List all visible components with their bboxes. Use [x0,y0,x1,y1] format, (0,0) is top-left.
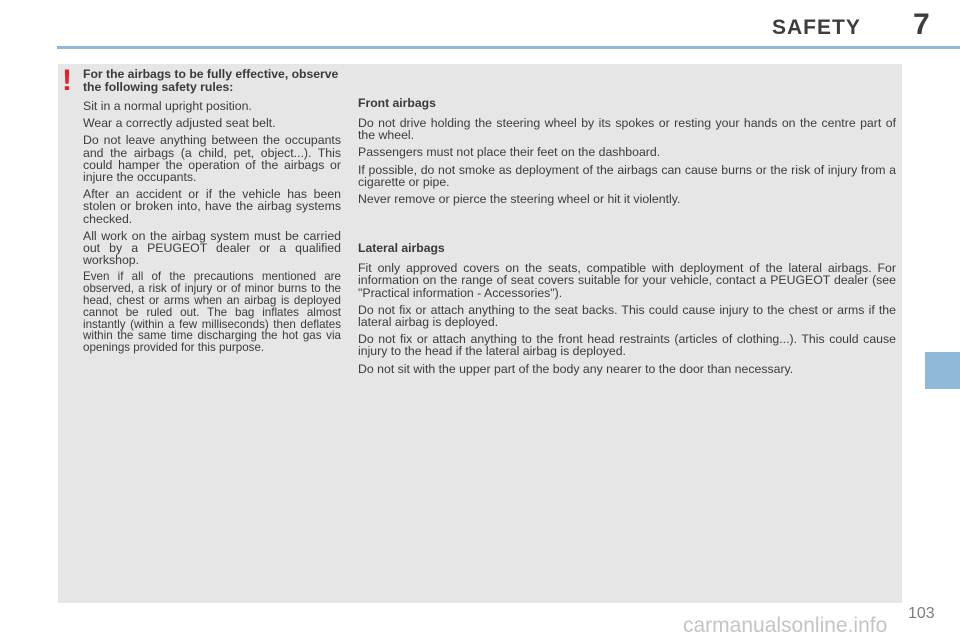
front-airbags-heading: Front airbags [358,96,436,110]
lateral-airbags-paragraph: Do not fix or attach anything to the front head restraints (articles of clothing...). This could cause injury to the head if the lateral airbag is deployed. [358,332,896,359]
lateral-airbags-paragraph: Do not sit with the upper part of the body any nearer to the door than necessary. [358,361,794,376]
warning-paragraph: Even if all of the precautions mentioned are observed, a risk of injury or of minor burns to the head, chest or arms when an airbag is deployed cannot be ruled out. The bag inflates almost instantly (within a few milliseconds) then deflates within the same time discharging the hot gas via openings provided for this purpose. [83,270,341,355]
page-title: SAFETY [772,16,861,39]
front-airbags-section [358,96,896,205]
chapter-number: 7 [913,8,930,41]
lateral-airbags-paragraph: Do not fix or attach anything to the seat backs. This could cause injury to the chest or arms if the lateral airbag is deployed. [358,302,896,330]
front-airbags-paragraph: If possible, do not smoke as deployment of the airbags can cause burns or the risk of injury from a cigarette or pipe. [358,162,896,189]
warning-paragraph: Sit in a normal upright position. [83,99,252,113]
header-divider [57,46,960,49]
warning-paragraph: Wear a correctly adjusted seat belt. [83,116,276,131]
page-number: 103 [908,605,935,622]
chapter-side-tab [925,352,960,389]
warning-paragraph: After an accident or if the vehicle has been stolen or broken into, have the airbag systems checked. [83,187,341,226]
lateral-airbags-paragraph: Fit only approved covers on the seats, compatible with deployment of the lateral airbags. For information on the range of seat covers suitable for your vehicle, contact a PEUGEOT dealer (see "Practical information - Accessories"). [358,261,896,300]
lateral-airbags-section [358,241,896,375]
main-text-column [358,96,896,380]
lateral-airbags-heading: Lateral airbags [358,241,445,256]
watermark: carmanualsonline.info [683,614,888,637]
front-airbags-paragraph: Do not drive holding the steering wheel by its spokes or resting your hands on the centre part of the wheel. [358,116,896,143]
warning-paragraph: All work on the airbag system must be carried out by a PEUGEOT dealer or a qualified workshop. [83,228,341,268]
warning-icon: ! [62,64,72,97]
warning-box [83,68,341,359]
warning-paragraph: Do not leave anything between the occupants and the airbags (a child, pet, object...). This could hamper the operation of the airbags or injure the occupants. [83,133,341,185]
warning-title: For the airbags to be fully effective, observe the following safety rules: [83,67,339,94]
front-airbags-paragraph: Passengers must not place their feet on the dashboard. [358,145,661,160]
front-airbags-paragraph: Never remove or pierce the steering wheel or hit it violently. [358,192,681,207]
